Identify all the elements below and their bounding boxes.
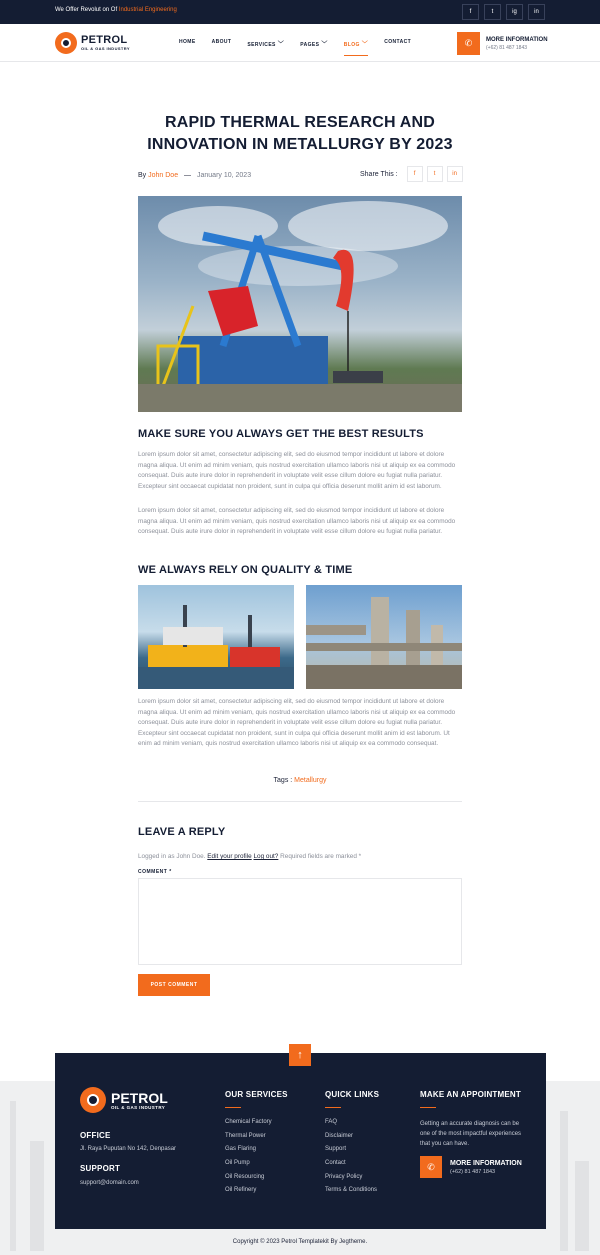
- chevron-down-icon: ﹀: [277, 42, 285, 48]
- footer-service-link[interactable]: Thermal Power: [225, 1132, 266, 1139]
- footer-support-title: SUPPORT: [80, 1164, 121, 1173]
- nav-item-blog[interactable]: BLOG ﹀: [344, 39, 368, 48]
- share-linkedin-icon[interactable]: in: [447, 166, 463, 182]
- gear-logo-icon: [80, 1087, 106, 1113]
- footer-title-underline: [325, 1107, 341, 1108]
- footer-appointment-title: MAKE AN APPOINTMENT: [420, 1090, 521, 1099]
- divider: [138, 801, 462, 802]
- footer-service-link[interactable]: Oil Refinery: [225, 1187, 257, 1194]
- footer-info-title: MORE INFORMATION: [450, 1159, 522, 1167]
- gear-logo-icon: [55, 32, 77, 54]
- post-comment-button[interactable]: POST COMMENT: [138, 974, 210, 996]
- chevron-down-icon: ﹀: [361, 42, 369, 48]
- nav-item-about[interactable]: ABOUT: [211, 39, 232, 45]
- pumpjack-illustration: [138, 196, 462, 412]
- footer-title-underline: [225, 1107, 241, 1108]
- edit-profile-link[interactable]: Edit your profile: [207, 853, 252, 860]
- footer-logo[interactable]: [80, 1087, 168, 1113]
- footer-more-information[interactable]: [420, 1156, 522, 1178]
- top-bar: [0, 0, 600, 24]
- comment-textarea[interactable]: [138, 878, 462, 965]
- main-navbar: [0, 24, 600, 62]
- comment-label: COMMENT *: [138, 869, 172, 875]
- nav-item-home[interactable]: HOME: [179, 39, 196, 45]
- phone-icon: ✆: [457, 32, 480, 55]
- paragraph-2: Lorem ipsum dolor sit amet, consectetur adipiscing elit, sed do eiusmod tempor incididunt ut labore et dolore magna aliqua. Ut enim ad minim veniam, quis nostrud exercitation ullamco laboris nisi ut aliquip ex ea commodo consequat. Duis aute irure dolor in reprehenderit in voluptate velit esse cillum dolore eu fugiat nulla pariatur.: [138, 507, 456, 535]
- footer-info-phone: (+62) 81 487 1843: [450, 1168, 496, 1175]
- footer-service-link[interactable]: Chemical Factory: [225, 1119, 272, 1125]
- linkedin-icon[interactable]: in: [528, 4, 545, 20]
- footer-service-link[interactable]: Oil Pump: [225, 1160, 250, 1167]
- share-facebook-icon[interactable]: f: [407, 166, 423, 182]
- brand-name: PETROL: [81, 34, 128, 46]
- offer-text: [55, 7, 177, 13]
- tag-link-metallurgy[interactable]: Metallurgy: [294, 777, 327, 784]
- footer-quick-link[interactable]: Privacy Policy: [325, 1173, 363, 1180]
- article-title: RAPID THERMAL RESEARCH AND INNOVATION IN METALLURGY BY 2023: [147, 114, 453, 153]
- logged-in-notice: [138, 853, 361, 860]
- required-fields-note: Required fields are marked *: [280, 853, 362, 860]
- nav-item-services[interactable]: SERVICES ﹀: [247, 42, 285, 48]
- image-refinery-pipes: [306, 585, 462, 689]
- phone-icon: ✆: [420, 1156, 442, 1178]
- article-tags: [138, 777, 462, 784]
- info-title: MORE INFORMATION: [486, 36, 548, 43]
- image-offshore-rig: [138, 585, 294, 689]
- section-title-best-results: MAKE SURE YOU ALWAYS GET THE BEST RESULTS: [138, 428, 424, 440]
- author-link[interactable]: John Doe: [148, 172, 179, 179]
- tags-label: Tags :: [273, 777, 293, 784]
- share-bar: [360, 166, 463, 182]
- footer-services-title: OUR SERVICES: [225, 1090, 288, 1099]
- paragraph-1: Lorem ipsum dolor sit amet, consectetur adipiscing elit, sed do eiusmod tempor incididunt ut labore et dolore magna aliqua. Ut enim ad minim veniam, quis nostrud exercitation ullamco laboris nisi ut aliquip ex ea commodo consequat. Duis aute irure dolor in reprehenderit in voluptate velit esse cillum dolore eu fugiat nulla pariatur. Excepteur sint occaecat cupidatat non proident, sunt in culpa qui officia deserunt mollit anim id est laborum.: [138, 451, 456, 490]
- nav-item-contact[interactable]: CONTACT: [384, 39, 412, 45]
- footer-quick-links: [325, 1119, 377, 1201]
- footer-office-title: OFFICE: [80, 1131, 111, 1140]
- footer-title-underline: [420, 1107, 436, 1108]
- chevron-down-icon: ﹀: [321, 42, 328, 48]
- brand-tagline: OIL & GAS INDUSTRY: [81, 46, 130, 51]
- paragraph-3: Lorem ipsum dolor sit amet, consectetur adipiscing elit, sed do eiusmod tempor incididunt ut labore et dolore magna aliqua. Ut enim ad minim veniam, quis nostrud exercitation ullamco laboris nisi ut aliquip ex ea commodo consequat. Duis aute irure dolor in reprehenderit in voluptate velit esse cillum dolore eu fugiat nulla pariatur. Excepteur sint occaecat cupidatat non proident, sunt in culpa qui officia deserunt mollit anim id est laborum. Ut enim ad minim veniam, quis nostrud exercitation ullamco laboris nisi ut aliquip ex ea commodo consequat.: [138, 698, 456, 747]
- twitter-icon[interactable]: t: [484, 4, 501, 20]
- reply-title: LEAVE A REPLY: [138, 826, 226, 838]
- instagram-icon[interactable]: ig: [506, 4, 523, 20]
- share-twitter-icon[interactable]: t: [427, 166, 443, 182]
- offer-accent-link[interactable]: Industrial Engineering: [118, 7, 177, 13]
- footer-service-link[interactable]: Oil Resourcing: [225, 1173, 265, 1180]
- hero-image-oil-pumpjack: [138, 196, 462, 412]
- copyright-text: Copyright © 2023 Petrol Templatekit By Jegtheme.: [232, 1239, 368, 1245]
- share-label: Share This :: [360, 170, 398, 178]
- footer-links-title: QUICK LINKS: [325, 1090, 380, 1099]
- footer-service-link[interactable]: Gas Flaring: [225, 1146, 257, 1153]
- article-meta: [138, 172, 251, 179]
- facebook-icon[interactable]: f: [462, 4, 479, 20]
- footer-appointment-text: Getting an accurate diagnosis can be one of the most impactful experiences that you can have.: [420, 1121, 522, 1147]
- footer-quick-link[interactable]: Support: [325, 1146, 347, 1153]
- nav-more-information[interactable]: [457, 32, 548, 55]
- by-label: By: [138, 172, 147, 179]
- footer-office-address: Jl. Raya Puputan No 142, Denpasar: [80, 1146, 177, 1152]
- footer-quick-link[interactable]: Contact: [325, 1160, 346, 1167]
- info-phone: (+62) 81 487 1843: [486, 44, 528, 51]
- section-title-quality-time: WE ALWAYS RELY ON QUALITY & TIME: [138, 564, 353, 576]
- top-socials: [462, 4, 545, 20]
- back-to-top-arrow-icon[interactable]: ↑: [289, 1044, 311, 1066]
- footer-brand-name: PETROL: [111, 1089, 168, 1106]
- article-date: January 10, 2023: [197, 172, 252, 179]
- nav-menu: [179, 39, 411, 48]
- footer-brand-tagline: OIL & GAS INDUSTRY: [111, 1104, 166, 1110]
- nav-item-pages[interactable]: PAGES ﹀: [300, 42, 328, 48]
- meta-separator: —: [184, 172, 192, 179]
- logout-link[interactable]: Log out?: [253, 853, 279, 860]
- footer-quick-link[interactable]: FAQ: [325, 1119, 338, 1125]
- footer-services-list: [225, 1119, 272, 1201]
- footer-support-email[interactable]: support@domain.com: [80, 1180, 139, 1186]
- footer-quick-link[interactable]: Terms & Conditions: [325, 1187, 378, 1194]
- site-logo[interactable]: [55, 32, 130, 54]
- offer-label: We Offer Revolut on Of: [55, 7, 118, 13]
- footer-quick-link[interactable]: Disclaimer: [325, 1132, 354, 1139]
- logged-as-text: Logged in as John Doe.: [138, 853, 206, 860]
